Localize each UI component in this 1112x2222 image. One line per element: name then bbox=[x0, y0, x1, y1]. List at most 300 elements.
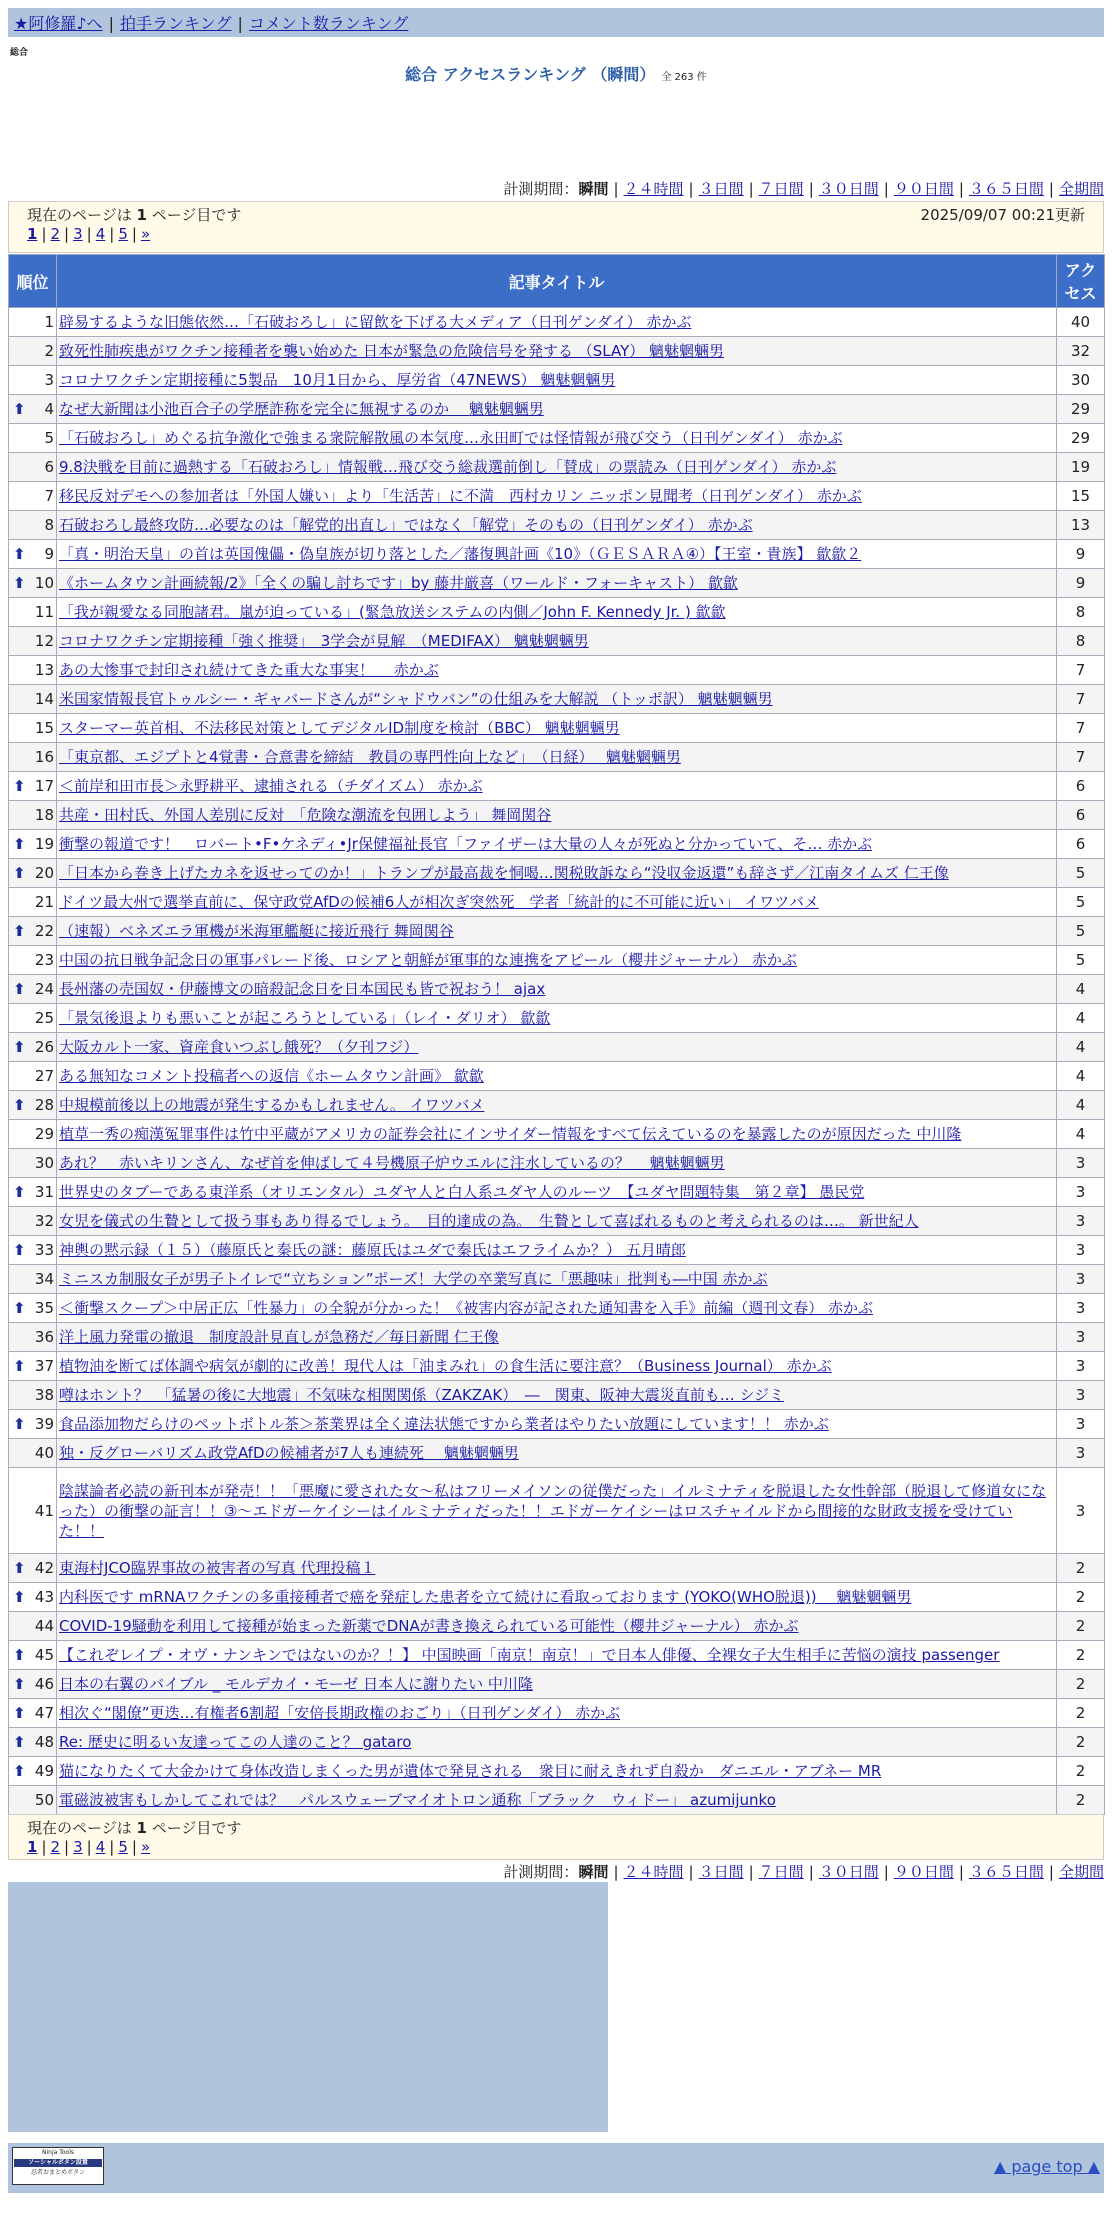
table-row bbox=[9, 627, 1105, 656]
up-arrow-icon: ⬆ bbox=[13, 1646, 26, 1664]
title-cell bbox=[57, 569, 1057, 598]
rank-cell bbox=[9, 917, 57, 946]
title-cell bbox=[57, 946, 1057, 975]
up-arrow-icon: ⬆ bbox=[13, 980, 26, 998]
up-arrow-icon: ⬆ bbox=[13, 574, 26, 592]
article-link[interactable]: 神輿の黙示録（１５）（藤原氏と秦氏の謎：藤原氏はユダで秦氏はエフライムか？） 五月晴郎 bbox=[59, 1241, 686, 1259]
rank-number: 24 bbox=[34, 980, 54, 998]
article-link[interactable]: 移民反対デモへの参加者は「外国人嫌い」より「生活苦」に不満 西村カリン ニッポン見聞考（日刊ゲンダイ） 赤かぶ bbox=[59, 487, 862, 505]
article-link[interactable]: 中国の抗日戦争記念日の軍事パレード後、ロシアと朝鮮が軍事的な連携をアピール（櫻井ジャーナル） 赤かぶ bbox=[59, 951, 797, 969]
table-row bbox=[9, 1091, 1105, 1120]
title-cell bbox=[57, 1323, 1057, 1352]
rank-cell bbox=[9, 714, 57, 743]
article-link[interactable]: 辟易するような旧態依然…「石破おろし」に留飲を下げる大メディア（日刊ゲンダイ） 赤かぶ bbox=[59, 313, 692, 331]
table-row bbox=[9, 1207, 1105, 1236]
page-link[interactable]: 5 bbox=[118, 1838, 128, 1856]
page-status-post: ページ目です bbox=[146, 206, 242, 224]
title-cell bbox=[57, 540, 1057, 569]
access-count: 2 bbox=[1057, 1757, 1105, 1786]
page-link-current[interactable]: 1 bbox=[27, 225, 38, 243]
rank-cell bbox=[9, 1120, 57, 1149]
nav-link-asyura[interactable]: ★阿修羅♪へ bbox=[14, 14, 103, 33]
rank-cell bbox=[9, 1149, 57, 1178]
up-arrow-icon: ⬆ bbox=[13, 1357, 26, 1375]
page-status-text bbox=[27, 204, 241, 225]
table-row bbox=[9, 772, 1105, 801]
period-option[interactable]: ３６５日間 bbox=[968, 1863, 1044, 1881]
title-cell bbox=[57, 830, 1057, 859]
rank-number: 10 bbox=[34, 574, 54, 592]
rank-cell bbox=[9, 1670, 57, 1699]
ad-area bbox=[8, 1882, 608, 2132]
ninja-tools-badge[interactable] bbox=[12, 2147, 104, 2185]
period-sep: | bbox=[613, 1863, 619, 1881]
period-option[interactable]: ７日間 bbox=[758, 180, 804, 198]
rank-number: 42 bbox=[34, 1559, 54, 1577]
page-link[interactable]: 4 bbox=[95, 225, 106, 243]
access-count: 6 bbox=[1057, 772, 1105, 801]
access-count: 5 bbox=[1057, 917, 1105, 946]
rank-cell bbox=[9, 308, 57, 337]
access-count: 3 bbox=[1057, 1294, 1105, 1323]
rank-cell bbox=[9, 1468, 57, 1554]
rank-number: 38 bbox=[34, 1386, 54, 1404]
article-link[interactable]: コロナワクチン定期接種「強く推奨」 3学会が見解 （MEDIFAX） 魑魅魍魎男 bbox=[59, 632, 589, 650]
article-link[interactable]: 米国家情報長官トゥルシー・ギャバードさんが“シャドウバン”の仕組みを大解説 （トッポ訳） 魑魅魍魎男 bbox=[59, 690, 773, 708]
title-cell bbox=[57, 1265, 1057, 1294]
access-count: 2 bbox=[1057, 1786, 1105, 1815]
section-label: 総合 bbox=[10, 48, 29, 58]
up-arrow-icon: ⬆ bbox=[13, 922, 26, 940]
title-cell bbox=[57, 1757, 1057, 1786]
page-sep: | bbox=[86, 225, 92, 243]
table-row bbox=[9, 801, 1105, 830]
title-cell bbox=[57, 685, 1057, 714]
article-link[interactable]: 女児を儀式の生贄として扱う事もあり得るでしょう。 目的達成の為。 生贄として喜ばれるものと考えられるのは…。 新世紀人 bbox=[59, 1212, 919, 1230]
nav-link-comment-ranking[interactable]: コメント数ランキング bbox=[248, 14, 409, 33]
access-count: 9 bbox=[1057, 569, 1105, 598]
access-count: 4 bbox=[1057, 1120, 1105, 1149]
period-sep: | bbox=[688, 1863, 694, 1881]
article-link[interactable]: コロナワクチン定期接種に5製品 10月1日から、厚労省（47NEWS） 魑魅魍魎男 bbox=[59, 371, 616, 389]
article-link[interactable]: ＜衝撃スクープ＞中居正広「性暴力」の全貌が分かった！《被害内容が記された通知書を入手》前編（週刊文春） 赤かぶ bbox=[59, 1299, 874, 1317]
rank-number: 3 bbox=[44, 371, 54, 389]
title-cell bbox=[57, 801, 1057, 830]
up-arrow-icon: ⬆ bbox=[13, 400, 26, 418]
rank-cell bbox=[9, 627, 57, 656]
article-link[interactable]: 相次ぐ“閣僚”更迭…有権者6割超「安倍長期政権のおごり」（日刊ゲンダイ） 赤かぶ bbox=[59, 1704, 621, 1722]
table-row bbox=[9, 540, 1105, 569]
table-row bbox=[9, 1757, 1105, 1786]
article-link[interactable]: 「東京都、エジプトと4覚書・合意書を締結 教員の専門性向上など」 （日経） 魑魅魍魎男 bbox=[59, 748, 681, 766]
article-link[interactable]: ＜前岸和田市長＞永野耕平、逮捕される（チダイズム） 赤かぶ bbox=[59, 777, 483, 795]
rank-number: 27 bbox=[34, 1067, 54, 1085]
article-link[interactable]: 衝撃の報道です！ ロバート•F•ケネディ•Jr保健福祉長官「ファイザーは大量の人々が死ぬと分かっていて、そ… 赤かぶ bbox=[59, 835, 873, 853]
rank-number: 7 bbox=[44, 487, 54, 505]
rank-cell bbox=[9, 801, 57, 830]
title-cell bbox=[57, 1670, 1057, 1699]
article-link[interactable]: 長州藩の売国奴・伊藤博文の暗殺記念日を日本国民も皆で祝おう！ ajax bbox=[59, 980, 546, 998]
table-row bbox=[9, 482, 1105, 511]
article-link[interactable]: 致死性肺疾患がワクチン接種者を襲い始めた 日本が緊急の危険信号を発する （SLAY） 魑魅魍魎男 bbox=[59, 342, 725, 360]
article-link[interactable]: 「日本から巻き上げたカネを返せってのか！」トランプが最高裁を恫喝…関税敗訴なら“没収金返還”も辞さず／江南タイムズ 仁王像 bbox=[59, 864, 949, 882]
rank-number: 45 bbox=[34, 1646, 54, 1664]
table-row bbox=[9, 1728, 1105, 1757]
rank-number: 34 bbox=[34, 1270, 54, 1288]
article-link[interactable]: 中規模前後以上の地震が発生するかもしれません。 イワツバメ bbox=[59, 1096, 485, 1114]
period-sep: | bbox=[1048, 1863, 1054, 1881]
page-top-link[interactable]: ▲ page top ▲ bbox=[993, 2157, 1100, 2176]
page-sep: | bbox=[109, 225, 115, 243]
page-link[interactable]: 3 bbox=[73, 225, 83, 243]
table-row bbox=[9, 1410, 1105, 1439]
title-cell bbox=[57, 598, 1057, 627]
page-sep: | bbox=[86, 1838, 92, 1856]
title-cell bbox=[57, 627, 1057, 656]
table-row bbox=[9, 1265, 1105, 1294]
period-label: 計測期間： bbox=[503, 1863, 579, 1881]
period-option[interactable]: ３日間 bbox=[698, 1863, 744, 1881]
rank-cell bbox=[9, 1612, 57, 1641]
up-arrow-icon: ⬆ bbox=[13, 1038, 26, 1056]
table-header-row bbox=[9, 255, 1105, 308]
article-link[interactable]: 猫になりたくて大金かけて身体改造しまくった男が遺体で発見される 衆目に耐えきれず自殺か ダニエル・アブネー MR bbox=[59, 1762, 882, 1780]
rank-number: 50 bbox=[34, 1791, 54, 1809]
rank-number: 31 bbox=[34, 1183, 54, 1201]
article-link[interactable]: ミニスカ制服女子が男子トイレで“立ちション”ポーズ！大学の卒業写真に「悪趣味」批判も―中国 赤かぶ bbox=[59, 1270, 768, 1288]
title-cell bbox=[57, 366, 1057, 395]
table-row bbox=[9, 656, 1105, 685]
rank-number: 1 bbox=[44, 313, 54, 331]
rank-cell bbox=[9, 453, 57, 482]
page-status-pre: 現在のページは bbox=[27, 1819, 137, 1837]
access-count: 5 bbox=[1057, 888, 1105, 917]
table-row bbox=[9, 366, 1105, 395]
table-row bbox=[9, 1786, 1105, 1815]
article-link[interactable]: 洋上風力発電の撤退 制度設計見直しが急務だ／毎日新聞 仁王像 bbox=[59, 1328, 499, 1346]
page-sep: | bbox=[109, 1838, 115, 1856]
rank-number: 18 bbox=[34, 806, 54, 824]
table-row bbox=[9, 424, 1105, 453]
page-status-pre: 現在のページは bbox=[27, 206, 137, 224]
nav-link-clap-ranking[interactable]: 拍手ランキング bbox=[119, 14, 232, 33]
page-next-link[interactable]: » bbox=[140, 1838, 151, 1856]
period-option[interactable]: ３日間 bbox=[698, 180, 744, 198]
period-option[interactable]: ３０日間 bbox=[818, 180, 879, 198]
rank-cell bbox=[9, 598, 57, 627]
access-count: 5 bbox=[1057, 946, 1105, 975]
table-row bbox=[9, 1381, 1105, 1410]
rank-cell bbox=[9, 1091, 57, 1120]
page-status-post: ページ目です bbox=[146, 1819, 242, 1837]
period-option[interactable]: ９０日間 bbox=[893, 1863, 954, 1881]
table-row bbox=[9, 1352, 1105, 1381]
rank-cell bbox=[9, 482, 57, 511]
access-count: 2 bbox=[1057, 1554, 1105, 1583]
title-cell bbox=[57, 395, 1057, 424]
up-arrow-icon: ⬆ bbox=[13, 864, 26, 882]
page-link-current[interactable]: 1 bbox=[27, 1838, 38, 1856]
rank-cell bbox=[9, 946, 57, 975]
rank-cell bbox=[9, 366, 57, 395]
article-link[interactable]: 独・反グローバリズム政党AfDの候補者が7人も連続死 魑魅魍魎男 bbox=[59, 1444, 519, 1462]
article-link[interactable]: あれ？ 赤いキリンさん、なぜ首を伸ばして４号機原子炉ウエルに注水しているの？ 魑魅魍魎男 bbox=[59, 1154, 725, 1172]
page-next-link[interactable]: » bbox=[140, 225, 151, 243]
article-link[interactable]: スターマー英首相、不法移民対策としてデジタルID制度を検討（BBC） 魑魅魍魎男 bbox=[59, 719, 620, 737]
access-count: 29 bbox=[1057, 424, 1105, 453]
rank-cell bbox=[9, 743, 57, 772]
access-count: 3 bbox=[1057, 1410, 1105, 1439]
access-count: 3 bbox=[1057, 1381, 1105, 1410]
rank-cell bbox=[9, 424, 57, 453]
rank-cell bbox=[9, 975, 57, 1004]
table-row bbox=[9, 888, 1105, 917]
access-count: 3 bbox=[1057, 1265, 1105, 1294]
ranking-table bbox=[8, 254, 1105, 1815]
article-link[interactable]: 植物油を断てば体調や病気が劇的に改善！現代人は「油まみれ」の食生活に要注意？（Business Journal） 赤かぶ bbox=[59, 1357, 832, 1375]
access-count: 3 bbox=[1057, 1439, 1105, 1468]
article-link[interactable]: COVID-19騒動を利用して接種が始まった新薬でDNAが書き換えられている可能性（櫻井ジャーナル） 赤かぶ bbox=[59, 1617, 799, 1635]
page-link[interactable]: 5 bbox=[118, 225, 128, 243]
page-sep: | bbox=[64, 225, 70, 243]
article-link[interactable]: 電磁波被害もしかしてこれでは？ パルスウェーブマイオトロン通称「ブラック ウィドー」 azumijunko bbox=[59, 1791, 776, 1809]
article-link[interactable]: 噂はホント？ 「猛暑の後に大地震」不気味な相関関係（ZAKZAK） ― 関東、阪神大震災直前も… シジミ bbox=[59, 1386, 785, 1404]
article-link[interactable]: 「石破おろし」めぐる抗争激化で強まる衆院解散風の本気度…永田町では怪情報が飛び交う（日刊ゲンダイ） 赤かぶ bbox=[59, 429, 843, 447]
article-link[interactable]: 「景気後退よりも悪いことが起ころうとしている」（レイ・ダリオ） 歙歙 bbox=[59, 1009, 551, 1027]
article-link[interactable]: 東海村JCO臨界事故の被害者の写真 代理投稿１ bbox=[59, 1559, 376, 1577]
rank-number: 11 bbox=[34, 603, 54, 621]
rank-number: 19 bbox=[34, 835, 54, 853]
access-count: 3 bbox=[1057, 1149, 1105, 1178]
table-row bbox=[9, 946, 1105, 975]
article-link[interactable]: 9.8決戦を目前に過熱する「石破おろし」情報戦…飛び交う総裁選前倒し「賛成」の票読み（日刊ゲンダイ） 赤かぶ bbox=[59, 458, 837, 476]
article-link[interactable]: 世界史のタブーである東洋系（オリエンタル）ユダヤ人と白人系ユダヤ人のルーツ 【ユダヤ問題特集 第２章】 愚民党 bbox=[59, 1183, 865, 1201]
period-option[interactable]: ３６５日間 bbox=[968, 180, 1044, 198]
access-count: 32 bbox=[1057, 337, 1105, 366]
page-title: 総合 アクセスランキング （瞬間） bbox=[405, 65, 656, 84]
rank-number: 6 bbox=[44, 458, 54, 476]
rank-number: 26 bbox=[34, 1038, 54, 1056]
rank-number: 39 bbox=[34, 1415, 54, 1433]
rank-cell bbox=[9, 1294, 57, 1323]
period-option[interactable]: ９０日間 bbox=[893, 180, 954, 198]
up-arrow-icon: ⬆ bbox=[13, 1096, 26, 1114]
table-row bbox=[9, 569, 1105, 598]
rank-cell bbox=[9, 1207, 57, 1236]
table-row bbox=[9, 1554, 1105, 1583]
access-count: 7 bbox=[1057, 714, 1105, 743]
rank-cell bbox=[9, 1265, 57, 1294]
article-link[interactable]: 大阪カルト一家、資産食いつぶし餓死？（夕刊フジ） bbox=[59, 1038, 419, 1056]
access-count: 13 bbox=[1057, 511, 1105, 540]
table-row bbox=[9, 453, 1105, 482]
article-link[interactable]: ある無知なコメント投稿者への返信《ホームタウン計画》 歙歙 bbox=[59, 1067, 484, 1085]
table-row bbox=[9, 1033, 1105, 1062]
access-count: 7 bbox=[1057, 656, 1105, 685]
rank-number: 35 bbox=[34, 1299, 54, 1317]
rank-number: 9 bbox=[44, 545, 54, 563]
title-cell bbox=[57, 1236, 1057, 1265]
article-link[interactable]: 内科医です mRNAワクチンの多重接種者で癌を発症した患者を立て続けに看取っております (YOKO(WHO脱退)) 魑魅魍魎男 bbox=[59, 1588, 912, 1606]
title-cell bbox=[57, 1033, 1057, 1062]
table-row bbox=[9, 1149, 1105, 1178]
rank-number: 12 bbox=[34, 632, 54, 650]
period-sep: | bbox=[958, 180, 964, 198]
article-link[interactable]: ドイツ最大州で選挙直前に、保守政党AfDの候補6人が相次ぎ突然死 学者「統計的に不可能に近い」 イワツバメ bbox=[59, 893, 819, 911]
article-link[interactable]: 石破おろし最終攻防…必要なのは「解党的出直し」ではなく「解党」そのもの（日刊ゲンダイ） 赤かぶ bbox=[59, 516, 753, 534]
rank-number: 15 bbox=[34, 719, 54, 737]
rank-cell bbox=[9, 1583, 57, 1612]
access-count: 29 bbox=[1057, 395, 1105, 424]
rank-number: 28 bbox=[34, 1096, 54, 1114]
up-arrow-icon: ⬆ bbox=[13, 1733, 26, 1751]
page-link[interactable]: 3 bbox=[73, 1838, 83, 1856]
table-row bbox=[9, 917, 1105, 946]
table-row bbox=[9, 1120, 1105, 1149]
table-row bbox=[9, 395, 1105, 424]
page-link[interactable]: 2 bbox=[50, 1838, 61, 1856]
article-link[interactable]: 《ホームタウン計画続報/2》「全くの騙し討ちです」by 藤井厳喜（ワールド・フォーキャスト） 歙歙 bbox=[59, 574, 738, 592]
period-sep: | bbox=[808, 180, 814, 198]
table-row bbox=[9, 743, 1105, 772]
title-cell bbox=[57, 772, 1057, 801]
rank-number: 20 bbox=[34, 864, 54, 882]
period-sep: | bbox=[1048, 180, 1054, 198]
rank-cell bbox=[9, 540, 57, 569]
period-option[interactable]: 全期間 bbox=[1058, 1863, 1104, 1881]
table-row bbox=[9, 714, 1105, 743]
access-count: 3 bbox=[1057, 1236, 1105, 1265]
rank-cell bbox=[9, 1352, 57, 1381]
badge-mid-text: ソーシャルボタン設置 bbox=[14, 2159, 102, 2167]
rank-number: 16 bbox=[34, 748, 54, 766]
rank-cell bbox=[9, 859, 57, 888]
table-row bbox=[9, 975, 1105, 1004]
access-count: 3 bbox=[1057, 1207, 1105, 1236]
title-cell bbox=[57, 917, 1057, 946]
page-info-bottom bbox=[8, 1814, 1104, 1860]
rank-number: 44 bbox=[34, 1617, 54, 1635]
table-row bbox=[9, 1004, 1105, 1033]
title-cell bbox=[57, 859, 1057, 888]
period-label: 計測期間： bbox=[503, 180, 579, 198]
rank-cell bbox=[9, 1757, 57, 1786]
rank-number: 8 bbox=[44, 516, 54, 534]
up-arrow-icon: ⬆ bbox=[13, 545, 26, 563]
rank-cell bbox=[9, 1381, 57, 1410]
rank-number: 36 bbox=[34, 1328, 54, 1346]
access-count: 4 bbox=[1057, 1062, 1105, 1091]
rank-number: 4 bbox=[44, 400, 54, 418]
access-count: 9 bbox=[1057, 540, 1105, 569]
rank-cell bbox=[9, 1439, 57, 1468]
page-sep: | bbox=[41, 225, 47, 243]
period-sep: | bbox=[958, 1863, 964, 1881]
period-sep: | bbox=[883, 1863, 889, 1881]
page-link[interactable]: 4 bbox=[95, 1838, 106, 1856]
title-cell bbox=[57, 1612, 1057, 1641]
title-cell bbox=[57, 1294, 1057, 1323]
article-link[interactable]: 植草一秀の痴漢冤罪事件は竹中平蔵がアメリカの証券会社にインサイダー情報をすべて伝えているのを暴露したのが原因だった 中川隆 bbox=[59, 1125, 962, 1143]
period-option[interactable]: ３０日間 bbox=[818, 1863, 879, 1881]
period-option[interactable]: 全期間 bbox=[1058, 180, 1104, 198]
article-link[interactable]: あの大惨事で封印され続けてきた重大な事実！ 赤かぶ bbox=[59, 661, 439, 679]
rank-cell bbox=[9, 1641, 57, 1670]
title-cell bbox=[57, 511, 1057, 540]
title-cell bbox=[57, 975, 1057, 1004]
page-sep: | bbox=[131, 225, 137, 243]
rank-cell bbox=[9, 888, 57, 917]
access-count: 4 bbox=[1057, 1004, 1105, 1033]
table-row bbox=[9, 1583, 1105, 1612]
title-cell bbox=[57, 714, 1057, 743]
period-sep: | bbox=[688, 180, 694, 198]
rank-number: 21 bbox=[34, 893, 54, 911]
up-arrow-icon: ⬆ bbox=[13, 1704, 26, 1722]
article-link[interactable]: （速報）ベネズエラ軍機が米海軍艦艇に接近飛行 舞岡関谷 bbox=[59, 922, 454, 940]
rank-cell bbox=[9, 1554, 57, 1583]
title-cell bbox=[57, 743, 1057, 772]
title-cell bbox=[57, 337, 1057, 366]
access-count: 7 bbox=[1057, 743, 1105, 772]
access-count: 19 bbox=[1057, 453, 1105, 482]
rank-number: 23 bbox=[34, 951, 54, 969]
article-link[interactable]: 日本の右翼のバイブル _ モルデカイ・モーゼ 日本人に謝りたい 中川隆 bbox=[59, 1675, 533, 1693]
article-link[interactable]: 「我が親愛なる同胞諸君。嵐が迫っている」(緊急放送システムの内側／John F. Kennedy Jr. ) 歙歙 bbox=[59, 603, 726, 621]
article-link[interactable]: 「真・明治天皇」の首は英国傀儡・偽皇族が切り落とした／藩復興計画《10》（ＧＥＳＡＲＡ④）【王室・貴族】 歙歙２ bbox=[59, 545, 862, 563]
title-cell bbox=[57, 656, 1057, 685]
rank-cell bbox=[9, 1062, 57, 1091]
rank-number: 43 bbox=[34, 1588, 54, 1606]
access-count: 2 bbox=[1057, 1583, 1105, 1612]
rank-cell bbox=[9, 772, 57, 801]
footer-bar bbox=[8, 2143, 1104, 2193]
title-cell bbox=[57, 1352, 1057, 1381]
period-option[interactable]: ２４時間 bbox=[623, 1863, 684, 1881]
rank-cell bbox=[9, 656, 57, 685]
article-link[interactable]: 食品添加物だらけのペットボトル茶＞茶業界は全く違法状態ですから業者はやりたい放題にしています！！ 赤かぶ bbox=[59, 1415, 829, 1433]
period-sep: | bbox=[748, 180, 754, 198]
article-link[interactable]: 共産・田村氏、外国人差別に反対 「危険な潮流を包囲しよう」 舞岡関谷 bbox=[59, 806, 552, 824]
table-row bbox=[9, 1439, 1105, 1468]
title-cell bbox=[57, 1468, 1057, 1554]
title-cell bbox=[57, 1207, 1057, 1236]
title-cell bbox=[57, 1410, 1057, 1439]
article-link[interactable]: なぜ大新聞は小池百合子の学歴詐称を完全に無視するのか 魑魅魍魎男 bbox=[59, 400, 544, 418]
pagination bbox=[27, 225, 1085, 243]
rank-number: 49 bbox=[34, 1762, 54, 1780]
page-link[interactable]: 2 bbox=[50, 225, 61, 243]
page-status-num: 1 bbox=[136, 206, 147, 224]
rank-cell bbox=[9, 337, 57, 366]
access-count: 3 bbox=[1057, 1468, 1105, 1554]
table-row bbox=[9, 511, 1105, 540]
rank-number: 13 bbox=[34, 661, 54, 679]
article-link[interactable]: Re: 歴史に明るい友達ってこの人達のこと？ gataro bbox=[59, 1733, 412, 1751]
article-link[interactable]: 【これぞレイプ・オヴ・ナンキンではないのか？！】 中国映画「南京！南京！」で日本人俳優、全裸女子大生相手に苦悩の演技 passenger bbox=[59, 1646, 1000, 1664]
title-cell bbox=[57, 1004, 1057, 1033]
rank-cell bbox=[9, 1033, 57, 1062]
total-count: 全 263 件 bbox=[661, 72, 707, 83]
page-status-num: 1 bbox=[136, 1819, 147, 1837]
title-cell bbox=[57, 1178, 1057, 1207]
access-count: 8 bbox=[1057, 627, 1105, 656]
up-arrow-icon: ⬆ bbox=[13, 777, 26, 795]
top-nav-bar bbox=[8, 8, 1104, 37]
period-option[interactable]: ２４時間 bbox=[623, 180, 684, 198]
period-option[interactable]: ７日間 bbox=[758, 1863, 804, 1881]
article-link[interactable]: 陰謀論者必読の新刊本が発売！！「悪魔に愛された女～私はフリーメイソンの従僕だった」イルミナティを脱退した女性幹部（脱退して修道女になった）の衝撃の証言！！③～エドガーケイシーはイルミナティだった！！エドガーケイシーはロスチャイルドから間接的な財政支援を受けていた！！ bbox=[59, 1481, 1047, 1540]
